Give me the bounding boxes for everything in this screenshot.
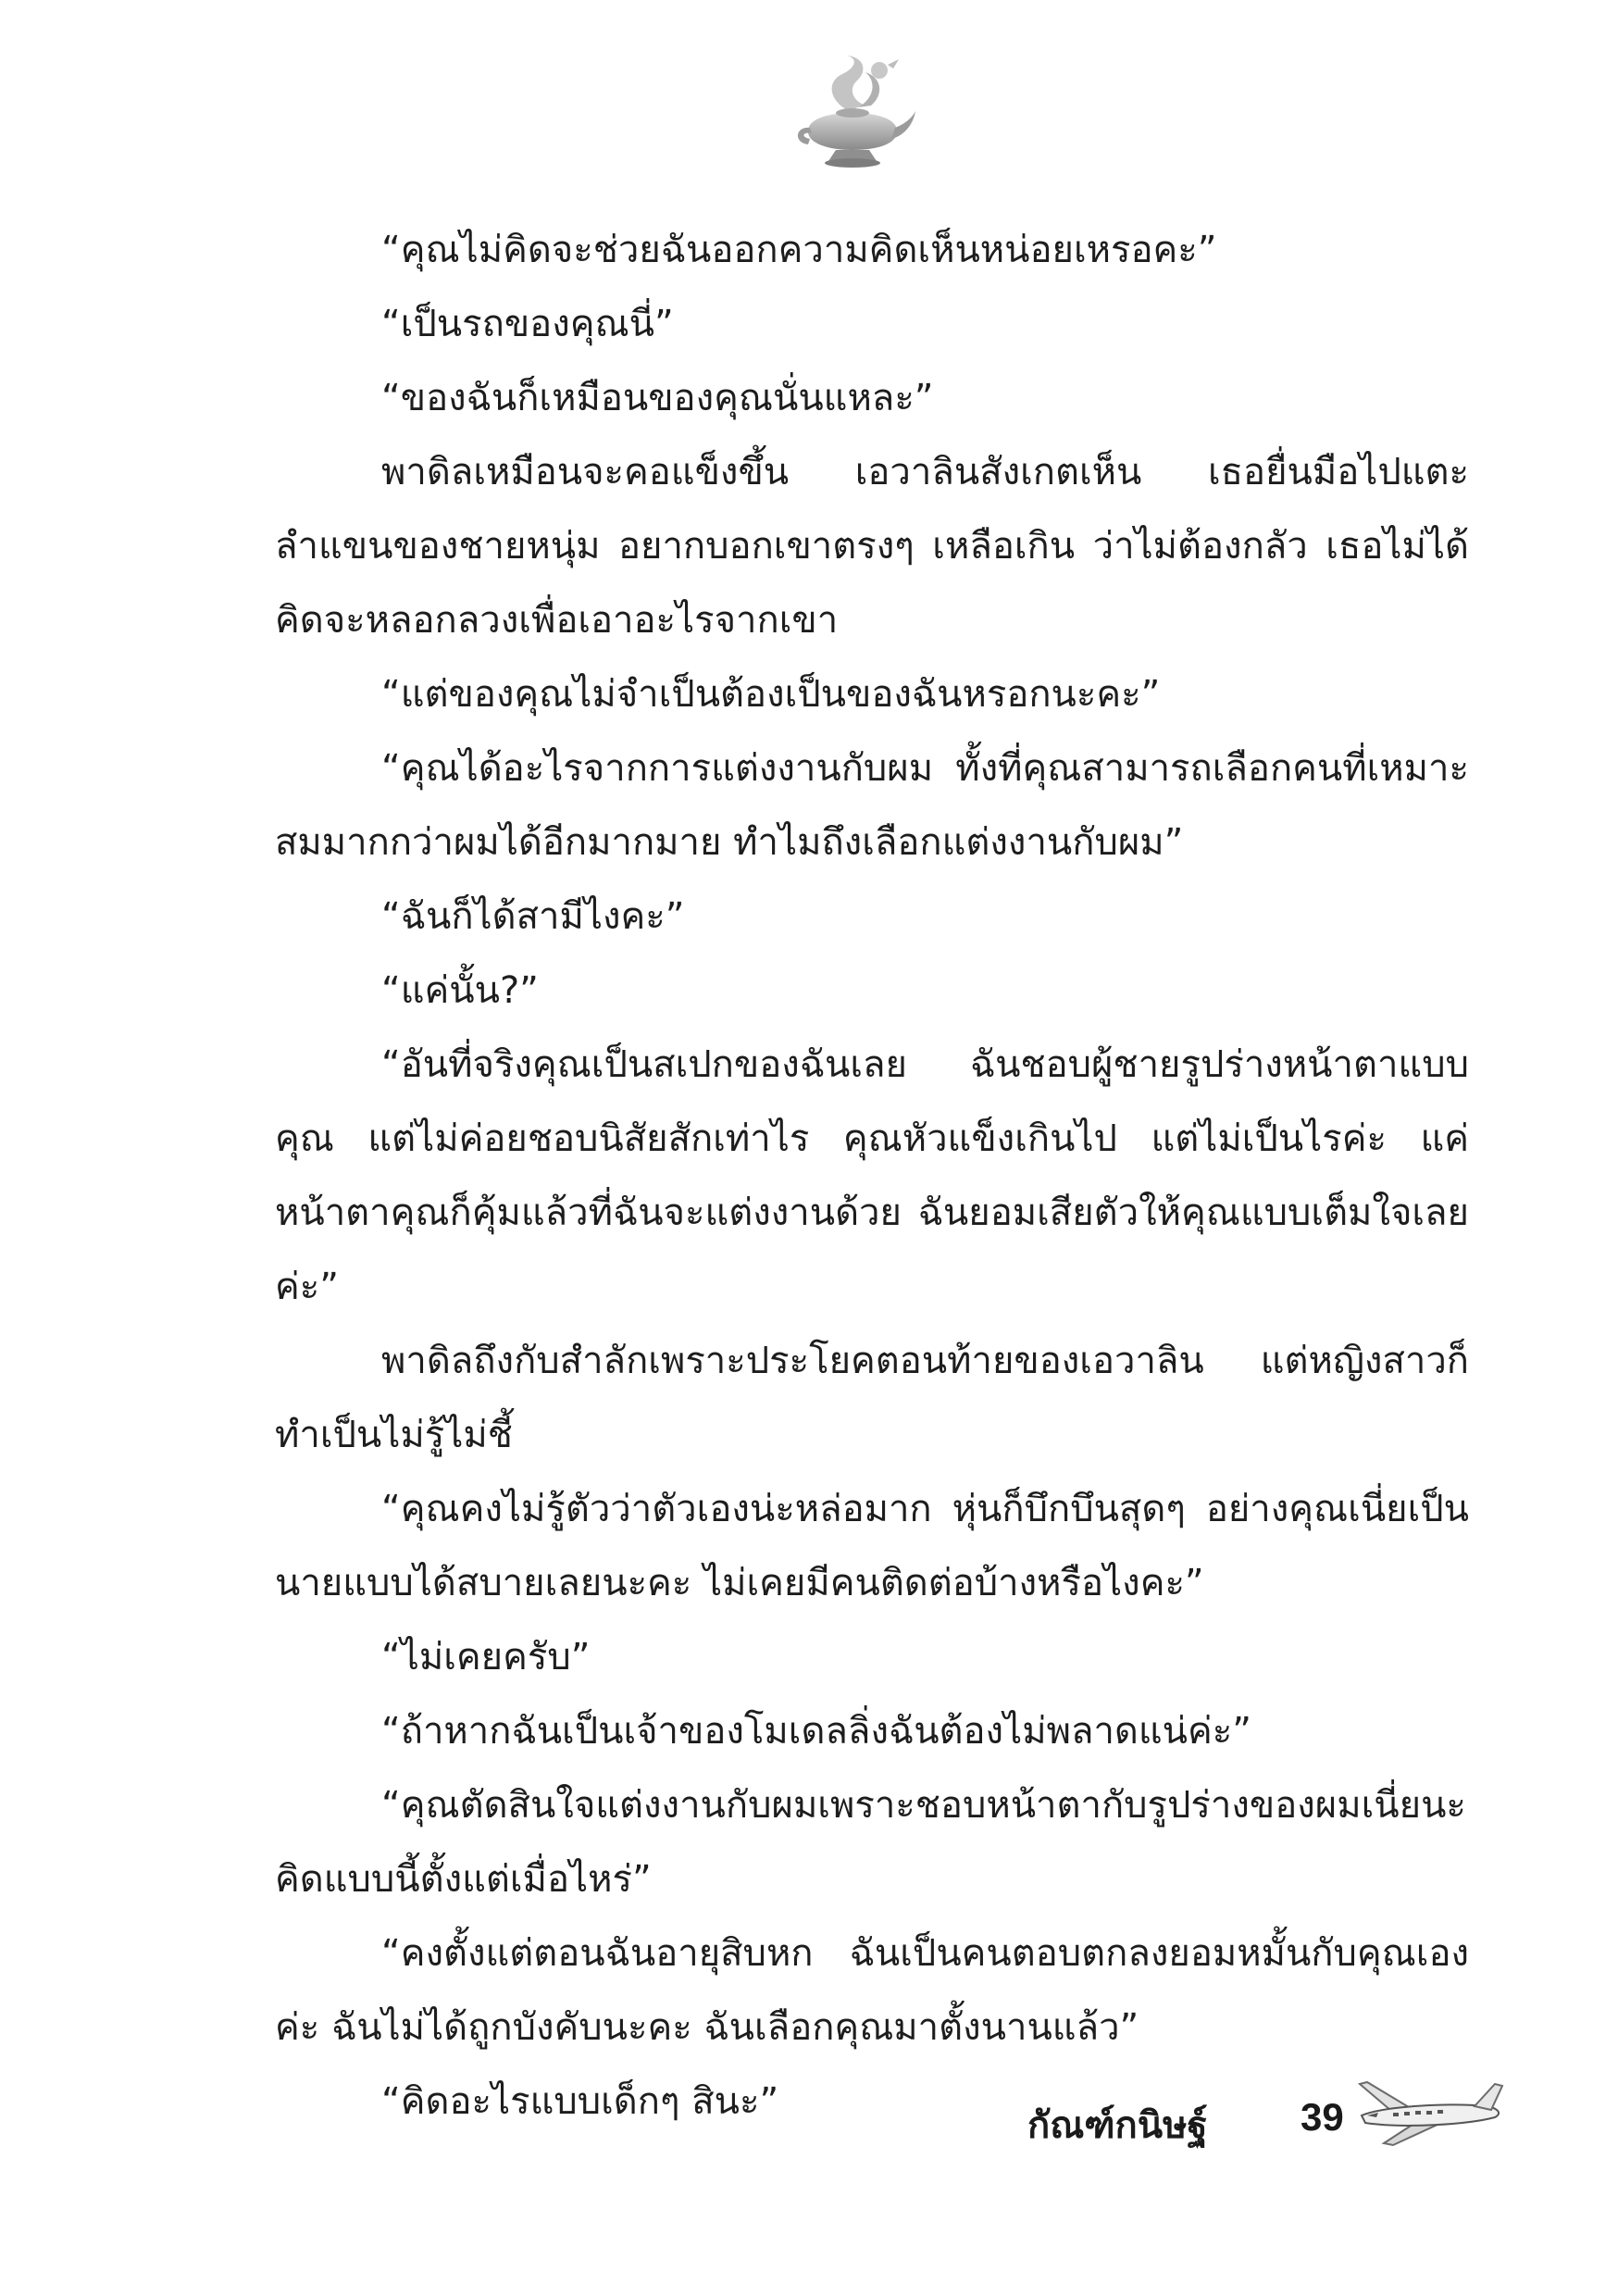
paragraph: “คุณได้อะไรจากการแต่งงานกับผม ทั้งที่คุณสามารถเลือกคนที่เหมาะสมมากกว่าผมได้อีกมากมาย ทำไมถึงเลือกแต่งงานกับผม” xyxy=(275,747,1469,864)
page-number: 39 xyxy=(1301,2095,1344,2139)
paragraph: “ฉันก็ได้สามีไงคะ” xyxy=(381,895,685,938)
paragraph: “ถ้าหากฉันเป็นเจ้าของโมเดลลิ่งฉันต้องไม่พลาดแน่ค่ะ” xyxy=(381,1710,1251,1753)
paragraph: “คงตั้งแต่ตอนฉันอายุสิบหก ฉันเป็นคนตอบตกลงยอมหมั้นกับคุณเองค่ะ ฉันไม่ได้ถูกบังคับนะคะ ฉันเลือกคุณมาตั้งนานแล้ว” xyxy=(275,1932,1469,2049)
paragraph: “ของฉันก็เหมือนของคุณนั่นแหละ” xyxy=(381,377,934,419)
book-title: กัณฑ์กนิษฐ์ xyxy=(1027,2104,1208,2147)
paragraph: “ไม่เคยครับ” xyxy=(381,1636,591,1678)
paragraph: “แต่ของคุณไม่จำเป็นต้องเป็นของฉันหรอกนะคะ” xyxy=(381,673,1161,716)
paragraph: “คุณคงไม่รู้ตัวว่าตัวเองน่ะหล่อมาก หุ่นก็บึกบึนสุดๆ อย่างคุณเนี่ยเป็นนายแบบได้สบายเลยนะคะ ไม่เคยมีคนติดต่อบ้างหรือไงคะ” xyxy=(275,1488,1469,1604)
paragraph: “เป็นรถของคุณนี่” xyxy=(381,303,674,345)
genie-lamp-icon xyxy=(791,54,916,169)
airplane-icon xyxy=(1356,2078,1504,2148)
body-text xyxy=(275,213,1469,2139)
paragraph: พาดิลเหมือนจะคอแข็งขึ้น เอวาลินสังเกตเห็น เธอยื่นมือไปแตะลำแขนของชายหนุ่ม อยากบอกเขาตรงๆ เหลือเกิน ว่าไม่ต้องกลัว เธอไม่ได้คิดจะหลอกลวงเพื่อเอาอะไรจากเขา xyxy=(275,451,1469,642)
paragraph: “คิดอะไรแบบเด็กๆ สินะ” xyxy=(381,2080,779,2123)
paragraph: “อันที่จริงคุณเป็นสเปกของฉันเลย ฉันชอบผู้ชายรูปร่างหน้าตาแบบคุณ แต่ไม่ค่อยชอบนิสัยสักเท่าไร คุณหัวแข็งเกินไป แต่ไม่เป็นไรค่ะ แค่หน้าตาคุณก็คุ้มแล้วที่ฉันจะแต่งงานด้วย ฉันยอมเสียตัวให้คุณแบบเต็มใจเลยค่ะ” xyxy=(275,1043,1469,1308)
page-footer xyxy=(1027,2078,1509,2152)
paragraph: “คุณไม่คิดจะช่วยฉันออกความคิดเห็นหน่อยเหรอคะ” xyxy=(381,229,1217,271)
paragraph: พาดิลถึงกับสำลักเพราะประโยคตอนท้ายของเอวาลิน แต่หญิงสาวก็ทำเป็นไม่รู้ไม่ชี้ xyxy=(275,1340,1469,1456)
paragraph: “คุณตัดสินใจแต่งงานกับผมเพราะชอบหน้าตากับรูปร่างของผมเนี่ยนะ คิดแบบนี้ตั้งแต่เมื่อไหร่” xyxy=(275,1784,1466,1901)
paragraph: “แค่นั้น?” xyxy=(381,969,539,1012)
